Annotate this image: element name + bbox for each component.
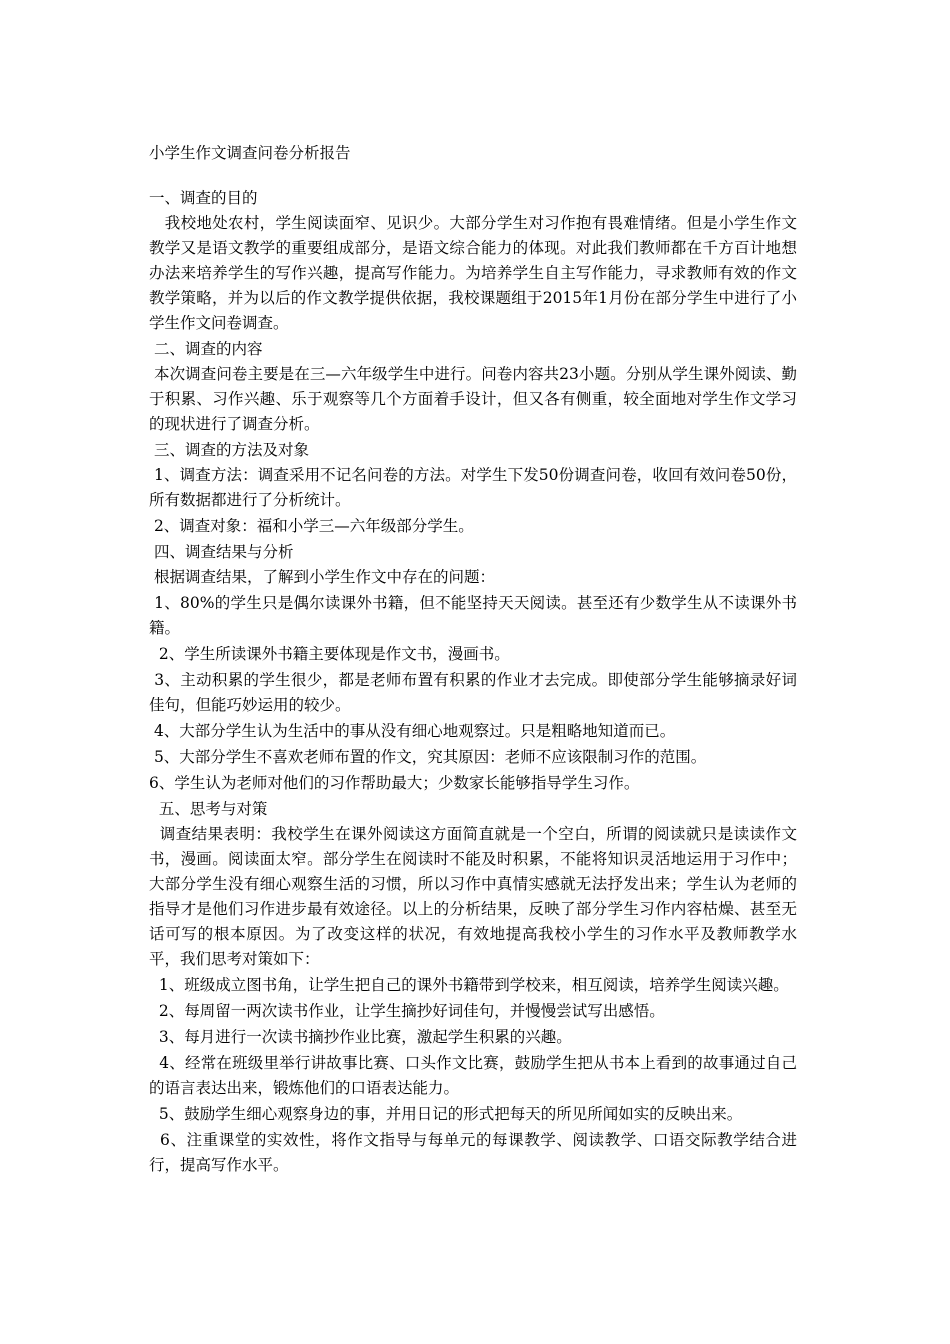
paragraph: 3、每月进行一次读书摘抄作业比赛，激起学生积累的兴趣。 — [149, 1028, 572, 1046]
section-heading: 二、调查的内容 — [149, 340, 263, 358]
paragraph: 1、调查方法：调查采用不记名问卷的方法。对学生下发50份调查问卷，收回有效问卷50份，所有数据都进行了分析统计。 — [149, 466, 797, 509]
paragraph: 3、主动积累的学生很少，都是老师布置有积累的作业才去完成。即使部分学生能够摘录好词佳句，但能巧妙运用的较少。 — [149, 671, 797, 714]
document-body — [149, 141, 797, 1179]
paragraph: 4、经常在班级里举行讲故事比赛、口头作文比赛，鼓励学生把从书本上看到的故事通过自己的语言表达出来，锻炼他们的口语表达能力。 — [149, 1054, 797, 1097]
section-heading: 三、调查的方法及对象 — [149, 441, 309, 459]
paragraph: 2、学生所读课外书籍主要体现是作文书，漫画书。 — [149, 645, 510, 663]
paragraph: 我校地处农村，学生阅读面窄、见识少。大部分学生对习作抱有畏难情绪。但是小学生作文教学又是语文教学的重要组成部分，是语文综合能力的体现。对此我们教师都在千方百计地想办法来培养学生的写作兴趣，提高写作能力。为培养学生自主写作能力，寻求教师有效的作文教学策略，并为以后的作文教学提供依据，我校课题组于2015年1月份在部分学生中进行了小学生作文问卷调查。 — [149, 214, 797, 332]
paragraph: 1、班级成立图书角，让学生把自己的课外书籍带到学校来，相互阅读，培养学生阅读兴趣。 — [149, 976, 789, 994]
paragraph: 2、调查对象：福和小学三—六年级部分学生。 — [149, 517, 474, 535]
paragraph: 调查结果表明：我校学生在课外阅读这方面简直就是一个空白，所谓的阅读就只是读读作文书，漫画。阅读面太窄。部分学生在阅读时不能及时积累，不能将知识灵活地运用于习作中；大部分学生没有细心观察生活的习惯，所以习作中真情实感就无法抒发出来；学生认为老师的指导才是他们习作进步最有效途径。以上的分析结果，反映了部分学生习作内容枯燥、甚至无话可写的根本原因。为了改变这样的状况，有效地提高我校小学生的习作水平及教师教学水平，我们思考对策如下： — [149, 825, 797, 968]
section-heading: 一、调查的目的 — [149, 189, 258, 207]
paragraph: 6、学生认为老师对他们的习作帮助最大；少数家长能够指导学生习作。 — [149, 774, 640, 792]
document-blocks — [149, 186, 797, 1178]
paragraph: 5、鼓励学生细心观察身边的事，并用日记的形式把每天的所见所闻如实的反映出来。 — [149, 1105, 743, 1123]
paragraph: 根据调查结果，了解到小学生作文中存在的问题： — [149, 568, 495, 586]
paragraph: 2、每周留一两次读书作业，让学生摘抄好词佳句，并慢慢尝试写出感悟。 — [149, 1002, 665, 1020]
paragraph: 1、80%的学生只是偶尔读课外书籍，但不能坚持天天阅读。甚至还有少数学生从不读课外书籍。 — [149, 594, 797, 637]
paragraph: 6、注重课堂的实效性，将作文指导与每单元的每课教学、阅读教学、口语交际教学结合进行，提高写作水平。 — [149, 1131, 797, 1174]
section-heading: 五、思考与对策 — [149, 800, 268, 818]
paragraph: 本次调查问卷主要是在三—六年级学生中进行。问卷内容共23小题。分别从学生课外阅读、勤于积累、习作兴趣、乐于观察等几个方面着手设计，但又各有侧重，较全面地对学生作文学习的现状进行了调查分析。 — [149, 365, 797, 433]
paragraph: 4、大部分学生认为生活中的事从没有细心地观察过。只是粗略地知道而已。 — [149, 722, 676, 740]
paragraph: 5、大部分学生不喜欢老师布置的作文，究其原因：老师不应该限制习作的范围。 — [149, 748, 707, 766]
document-title: 小学生作文调查问卷分析报告 — [149, 144, 351, 162]
section-heading: 四、调查结果与分析 — [149, 543, 294, 561]
